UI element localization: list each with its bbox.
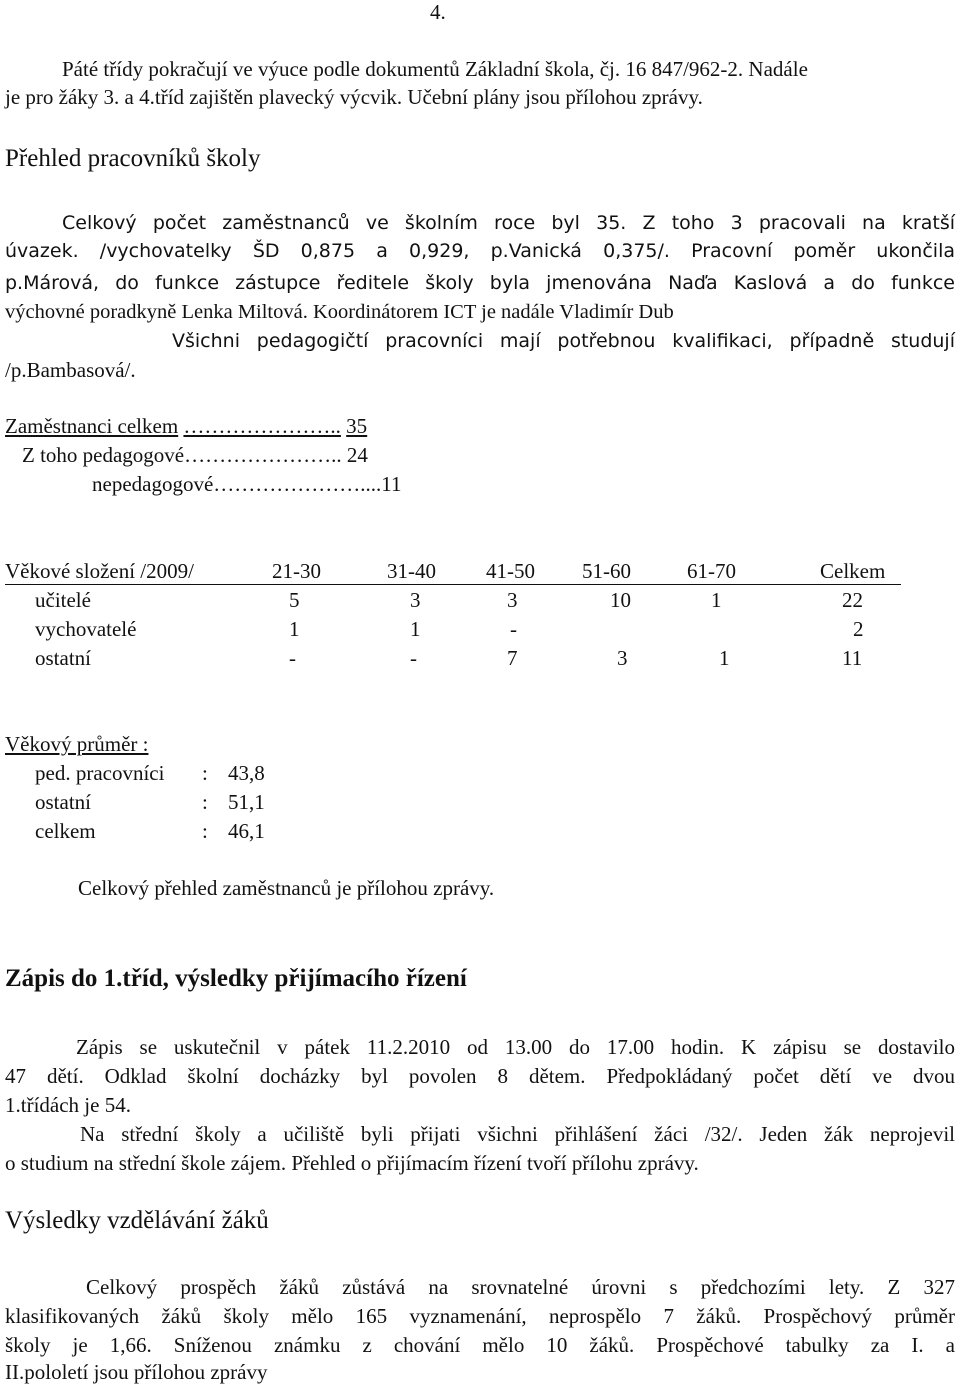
table-cell: - (510, 617, 517, 641)
non-pedagogical-total-row (92, 470, 402, 498)
table-cell: 5 (289, 588, 300, 612)
results-heading: Výsledky vzdělávání žáků (5, 1207, 269, 1234)
table-cell: 7 (507, 646, 518, 670)
pedagogical-total-dots: ………………….. (184, 443, 342, 467)
results-line-2: klasifikovaných žáků školy mělo 165 vyznamenání, neprospělo 7 žáků. Prospěchový průměr (5, 1304, 955, 1328)
enrollment-line-4: Na střední školy a učiliště byli přijati všichni přihlášení žáci /32/. Jeden žák neprojevil (80, 1122, 955, 1146)
table-cell: 1 (711, 588, 722, 612)
age-table-header-col: 21-30 (272, 559, 321, 583)
table-cell: 10 (610, 588, 631, 612)
table-cell: 1 (719, 646, 730, 670)
table-cell: 11 (842, 646, 863, 670)
employees-total-label: Zaměstnanci celkem (5, 414, 179, 438)
table-cell: - (289, 646, 296, 670)
enrollment-line-2: 47 dětí. Odklad školní docházky byl povolen 8 dětem. Předpokládaný počet dětí ve dvou (5, 1064, 955, 1088)
staff-heading: Přehled pracovníků školy (5, 145, 261, 172)
age-table-header-col: 61-70 (687, 559, 736, 583)
employees-total-row (5, 412, 367, 440)
table-cell: 3 (410, 588, 421, 612)
non-pedagogical-total-dots: …………………... (213, 472, 377, 496)
average-age-value: 46,1 (228, 819, 265, 843)
staff-line-1: Celkový počet zaměstnanců ve školním roce byl 35. Z toho 3 pracovali na kratší (62, 212, 955, 234)
table-cell: 2 (853, 617, 864, 641)
average-age-label: celkem (35, 819, 96, 843)
age-table-header-col: 51-60 (582, 559, 631, 583)
staff-line-3: p.Márová, do funkce zástupce ředitele školy byla jmenována Naďa Kaslová a do funkce (5, 272, 955, 294)
average-age-heading: Věkový průměr : (5, 732, 149, 756)
enrollment-line-1: Zápis se uskutečnil v pátek 11.2.2010 od 13.00 do 17.00 hodin. K zápisu se dostavilo (76, 1035, 955, 1059)
average-age-colon: : (202, 819, 208, 843)
employees-total-value: 35 (346, 414, 368, 438)
results-line-3: školy je 1,66. Sníženou známku z chování mělo 10 žáků. Prospěchové tabulky za I. a (5, 1333, 955, 1357)
enrollment-line-3: 1.třídách je 54. (5, 1093, 131, 1117)
staff-line-2: úvazek. /vychovatelky ŠD 0,875 a 0,929, p.Vanická 0,375/. Pracovní poměr ukončila (5, 240, 955, 262)
age-table-header-col: 41-50 (486, 559, 535, 583)
age-table-header-col: 31-40 (387, 559, 436, 583)
age-table-header-col: Celkem (820, 559, 886, 583)
staff-line-6: /p.Bambasová/. (5, 358, 136, 382)
pedagogical-total-row (22, 441, 368, 469)
staff-line-4: výchovné poradkyně Lenka Miltová. Koordinátorem ICT je nadále Vladimír Dub (5, 301, 674, 323)
pedagogical-total-value: 24 (346, 443, 368, 467)
table-row-label: ostatní (35, 646, 91, 670)
table-cell: 1 (410, 617, 421, 641)
staff-overview-note: Celkový přehled zaměstnanců je přílohou zprávy. (78, 876, 495, 900)
table-cell: - (410, 646, 417, 670)
results-line-4: II.pololetí jsou přílohou zprávy (5, 1360, 268, 1384)
results-line-1: Celkový prospěch žáků zůstává na srovnatelné úrovni s předchozími lety. Z 327 (86, 1275, 955, 1299)
average-age-colon: : (202, 761, 208, 785)
pedagogical-total-label: Z toho pedagogové (22, 443, 185, 467)
table-cell: 1 (289, 617, 300, 641)
average-age-label: ped. pracovníci (35, 761, 165, 785)
average-age-value: 51,1 (228, 790, 265, 814)
enrollment-heading: Zápis do 1.tříd, výsledky přijímacího řízení (5, 965, 467, 992)
table-row-label: učitelé (35, 588, 91, 612)
employees-total-dots: ………………….. (183, 414, 341, 438)
enrollment-line-5: o studium na střední škole zájem. Přehled o přijímacím řízení tvoří přílohu zprávy. (5, 1151, 699, 1175)
average-age-colon: : (202, 790, 208, 814)
average-age-label: ostatní (35, 790, 91, 814)
table-cell: 3 (507, 588, 518, 612)
table-row-label: vychovatelé (35, 617, 137, 641)
staff-line-5: Všichni pedagogičtí pracovníci mají potřebnou kvalifikaci, případně studují (172, 330, 955, 352)
intro-line-1: Páté třídy pokračují ve výuce podle dokumentů Základní škola, čj. 16 847/962-2. Nadále (62, 57, 808, 81)
age-table-header-label: Věkové složení /2009/ (5, 559, 194, 583)
non-pedagogical-total-value: .11 (376, 472, 402, 496)
table-cell: 22 (842, 588, 863, 612)
average-age-value: 43,8 (228, 761, 265, 785)
table-cell: 3 (617, 646, 628, 670)
non-pedagogical-total-label: nepedagogové (92, 472, 214, 496)
page-number: 4. (430, 0, 446, 24)
intro-line-2: je pro žáky 3. a 4.tříd zajištěn plavecký výcvik. Učební plány jsou přílohou zprávy. (5, 85, 703, 109)
